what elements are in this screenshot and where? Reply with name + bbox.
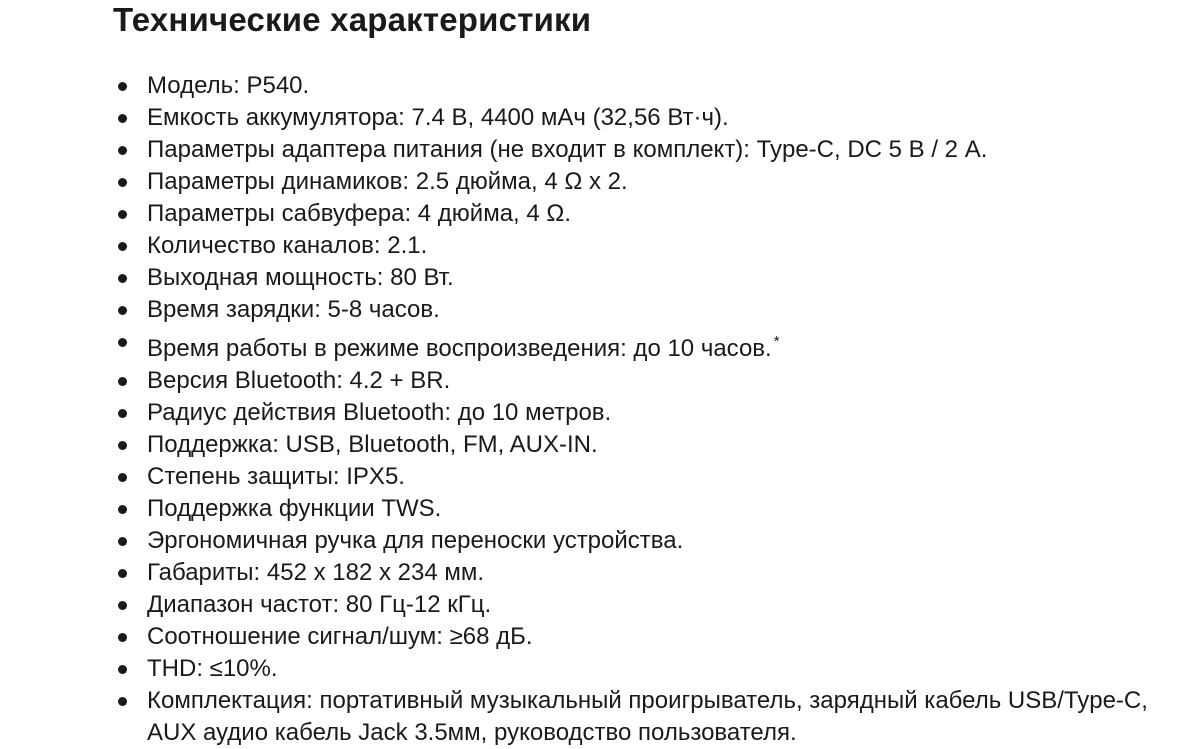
bullet-icon — [118, 633, 127, 642]
bullet-icon — [118, 178, 127, 187]
spec-text — [147, 429, 1178, 461]
spec-text — [147, 230, 1178, 262]
spec-value: Габариты: 452 x 182 x 234 мм. — [147, 559, 485, 586]
spec-value: Количество каналов: 2.1. — [147, 232, 428, 259]
bullet-icon — [118, 146, 127, 155]
spec-text — [147, 653, 1178, 685]
bullet-icon — [118, 377, 127, 386]
bullet-icon — [118, 210, 127, 219]
spec-item — [118, 621, 1178, 653]
spec-value: THD: ≤10%. — [147, 655, 278, 682]
spec-item — [118, 653, 1178, 685]
bullet-icon — [118, 114, 127, 123]
spec-text — [147, 134, 1178, 166]
spec-text — [147, 493, 1178, 525]
spec-text — [147, 525, 1178, 557]
spec-item — [118, 230, 1178, 262]
bullet-icon — [118, 601, 127, 610]
spec-value: Соотношение сигнал/шум: ≥68 дБ. — [147, 623, 533, 650]
spec-item — [118, 166, 1178, 198]
spec-text — [147, 166, 1178, 198]
spec-text — [147, 365, 1178, 397]
bullet-icon — [118, 473, 127, 482]
spec-value: Параметры сабвуфера: 4 дюйма, 4 Ω. — [147, 200, 572, 227]
bullet-icon — [118, 537, 127, 546]
bullet-icon — [118, 242, 127, 251]
spec-text — [147, 685, 1178, 749]
spec-item — [118, 397, 1178, 429]
spec-item — [118, 102, 1178, 134]
spec-item — [118, 134, 1178, 166]
spec-item — [118, 589, 1178, 621]
spec-value: Поддержка: USB, Bluetooth, FM, AUX-IN. — [147, 431, 598, 458]
spec-item — [118, 429, 1178, 461]
spec-value: Выходная мощность: 80 Вт. — [147, 264, 454, 291]
bullet-icon — [118, 697, 127, 706]
footnote-marker: * — [773, 333, 780, 350]
spec-text — [147, 294, 1178, 326]
spec-item — [118, 294, 1178, 326]
spec-item — [118, 685, 1178, 749]
spec-value: Параметры динамиков: 2.5 дюйма, 4 Ω x 2. — [147, 168, 628, 195]
spec-text — [147, 70, 1178, 102]
bullet-icon — [118, 665, 127, 674]
spec-value: Время работы в режиме воспроизведения: до 10 часов. — [147, 335, 772, 362]
spec-item — [118, 461, 1178, 493]
spec-text — [147, 326, 1178, 365]
spec-text — [147, 397, 1178, 429]
bullet-icon — [118, 441, 127, 450]
bullet-icon — [118, 409, 127, 418]
spec-item — [118, 525, 1178, 557]
spec-text — [147, 557, 1178, 589]
spec-item — [118, 493, 1178, 525]
spec-value: Время зарядки: 5-8 часов. — [147, 296, 440, 323]
spec-value: Радиус действия Bluetooth: до 10 метров. — [147, 399, 612, 426]
spec-item — [118, 70, 1178, 102]
page-title: Технические характеристики — [113, 1, 592, 38]
spec-text — [147, 198, 1178, 230]
spec-item — [118, 326, 1178, 365]
spec-item — [118, 262, 1178, 294]
spec-item — [118, 198, 1178, 230]
spec-text — [147, 589, 1178, 621]
bullet-icon — [118, 505, 127, 514]
bullet-icon — [118, 274, 127, 283]
spec-text — [147, 262, 1178, 294]
bullet-icon — [118, 82, 127, 91]
spec-text — [147, 461, 1178, 493]
spec-value: Модель: P540. — [147, 72, 310, 99]
spec-value: Эргономичная ручка для переноски устройства. — [147, 527, 684, 554]
spec-list — [118, 70, 1178, 749]
spec-value: Емкость аккумулятора: 7.4 В, 4400 мАч (32,56 Вт·ч). — [147, 104, 729, 131]
spec-value: Поддержка функции TWS. — [147, 495, 442, 522]
spec-text — [147, 621, 1178, 653]
spec-item — [118, 557, 1178, 589]
bullet-icon — [118, 306, 127, 315]
spec-text — [147, 102, 1178, 134]
spec-item — [118, 365, 1178, 397]
bullet-icon — [118, 338, 127, 347]
spec-value: Комплектация: портативный музыкальный проигрыватель, зарядный кабель USB/Type-C, AUX аудио кабель Jack 3.5мм, руководство пользователя. — [147, 687, 1148, 746]
bullet-icon — [118, 569, 127, 578]
spec-value: Параметры адаптера питания (не входит в комплект): Type-C, DC 5 В / 2 А. — [147, 136, 988, 163]
spec-value: Диапазон частот: 80 Гц-12 кГц. — [147, 591, 492, 618]
spec-value: Степень защиты: IPX5. — [147, 463, 405, 490]
spec-value: Версия Bluetooth: 4.2 + BR. — [147, 367, 451, 394]
